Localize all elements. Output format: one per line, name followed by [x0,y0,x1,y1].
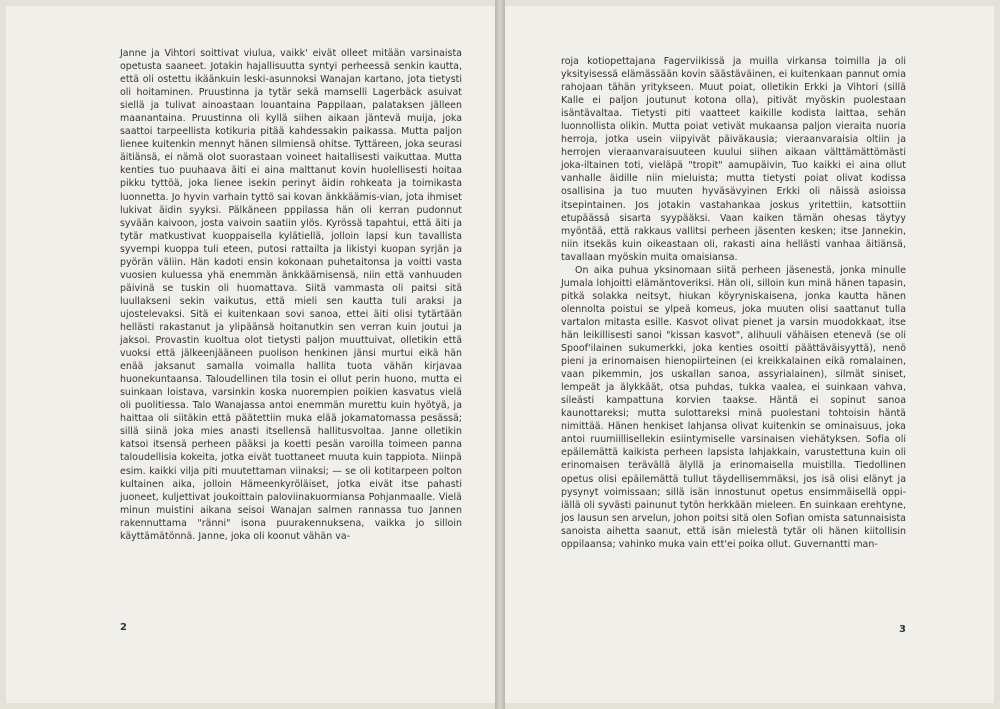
paragraph: On aika puhua yksinomaan siitä perheen jäsenestä, jonka minulle Jumala lohjoitti elämäntoveriksi. Hän oli, silloin kun minä hänen tapasin, pitkä solakka neitsyt, hiukan köyryniskaisena, jonka kautta hänen olennolta poistui se ylpeä komeus, joka muuten olisi saattanut tulla vartalon mitasta esille. Kasvot olivat pienet ja varsin muodokkaat, itse hän leikillisesti sanoi "kissan kasvot", alihuuli vähäisen etenevä (se oli Spoof'ilainen sukumerkki, joka kenties osoitti päättäväisyyttä), nenö pieni ja erinomaisen hienopiirteinen (ei kreikkalainen eikä romalainen, vaan pikemmin, jos uskallan sanoa, assyrialainen), silmät siniset, lempeät ja älykkäät, otsa puhdas, tukka vaalea, ei suinkaan vahva, sileästi kampattuna korvien taakse. Häntä ei sopinut sanoa kaunottareksi; mutta sulottareksi minä puolestani tohtoisin häntä nimittää. Hänen henkiset lahjansa olivat kuitenkin se ominaisuus, joka antoi ruumiillisellekin esiintymiselle varsinaisen viehätyksen. Sofia oli epäilemättä kaikista perheen lapsista lahjakkain, varustettuna kuin oli erinomaisen terävällä älyllä ja erinomaisella muistilla. Tiedollinen opetus olisi epäilemättä tullut täydellisemmäksi, jos isä olisi elänyt ja pysynyt voimissaan; sillä isän innostunut opetus ensimmäisellä oppi-iällä oli syvästi painunut tytön herkkään mieleen. En suinkaan erehtyne, jos lausun sen arvelun, johon poitsi sitä olen Sofian omista satunnaisista sanoista aihetta saanut, että isän mielestä tytär oli hänen kiitollisin oppilaansa; vahinko muka vain ett'ei poika ollut. Guvernantti man- [561,264,906,550]
right-page [505,6,994,703]
page-number: 2 [120,622,127,633]
right-page-text [561,55,906,551]
left-page-text [120,47,462,543]
book-gutter [495,0,505,709]
left-page [6,6,495,703]
paragraph: Janne ja Vihtori soittivat viulua, vaikk' eivät olleet mitään varsinaista opetusta saaneet. Jotakin hajallisuutta syntyi perheessä senkin kautta, että oli ostettu ikäänkuin leski-asunnoksi Wanajan kartano, jota tietysti oli hoitaminen. Pruustinna ja tytär sekä mamselli Lagerbäck asuivat siellä ja tulivat ainoastaan louantaina Pappilaan, palataksen jälleen maanantaina. Pruustinna oli kyllä siihen aikaan jäntevä muija, joka saattoi tarpeellista kotikuria pitää kahdessakin paikassa. Mutta paljon lienee kuitenkin mennyt hänen silmiensä ohitse. Tyttäreen, joka seurasi äitiänsä, ei nämä olot suorastaan voineet haitallisesti vaikuttaa. Mutta kenties tuo puuhaava äiti ei aina malttanut kovin huolellisesti hoitaa pikku tyttöä, joka lienee isekin perinyt äidin rohkeata ja toimikasta luonnetta. Jo hyvin varhain tyttö sai kovan änkkäämis-vian, jota ihmiset lukivat äidin syyksi. Pälkäneen pppilassa hän oli kerran pudonnut syvään kaivoon, josta vaivoin saatiin ylös. Kyrössä tapahtui, että äiti ja tytär matkustivat kuoppaisella kylätiellä, jolloin lapsi kun tavallista syvempi kuoppa tuli eteen, putosi rattailta ja likistyi kuopan syrjän ja pyörän väliin. Hän kadoti ensin kokonaan puhetaitonsa ja voitti vasta vuosien kuluessa yhä enemmän änkkäämisensä, niin että vanhuuden päivinä se tuskin oli huomattava. Siitä vammasta oli paitsi sitä luullakseni sekin vaikutus, että mieli sen kautta tuli araksi ja ujostelevaksi. Sitä ei kuitenkaan sovi sanoa, ettei äiti olisi tytärtään hellästi rakastanut ja ylipäänsä hoitanutkin sen verran kuin joutui ja jaksoi. Provastin kuoltua olot tietysti paljon muuttuivat, olletikin että vuoksi että jälkeenjääneen puolison henkinen jänsi murtui eikä hän enää jaksanut samalla voimalla hallita tuota vähän kirjavaa huonekuntaansa. Taloudellinen tila tosin ei ollut perin huono, mutta ei suinkaan loistava, varsinkin koska nuorempien poikien kasvatus vielä oli puolitiessa. Talo Wanajassa antoi enemmän murettu kuin hyötyä, ja haittaa oli siitäkin että päätettiin muka elää jokamatomassa pesässä; sillä siinä joka mies anasti itsellensä hallitusvoltaa. Janne olletikin katsoi itsensä perheen pääksi ja koetti pesän varoilla toimeen panna taloudellisia kokeita, jotka eivät tuottaneet muuta kuin tappiota. Niinpä esim. kaikki vilja piti muutettaman viinaksi; — se oli kotitarpeen polton kultainen aika, jolloin Hämeenkyröläiset, jotka eivät itse pahasti juoneet, kuljettivat joukoittain paloviinakuormiansa Pohjanmaalle. Vielä minun muistini aikana seisoi Wanajan salmen rannassa tuo Jannen rakennuttama "ränni" isona puurakennuksena, vaikka jo silloin käyttämätönnä. Janne, joka oli koonut vähän va- [120,48,462,542]
page-number: 3 [899,624,906,635]
paragraph: roja kotiopettajana Fagerviikissä ja muilla virkansa toimilla ja oli yksityisessä elämässään kovin säästäväinen, ei kuitenkaan pannut omia rahojaan tähän yritykseen. Muut poiat, olletikin Erkki ja Vihtori (sillä Kalle ei paljon joutunut kotona olla), pitivät myöskin puolestaan isäntävaltaa. Tietysti piti vaatteet kaikille kodista laittaa, sehän luonnollista olikin. Mutta poiat vetivät mukaansa paljon vieraita nuoria herroja, jotka usein viipyivät päiväkausia; vieraanvaraisia oltiin ja herrojen vieraanvaraisuuteen kuului siihen aikaan välttämättömästi joka-iltainen toti, vieläpä "tropit" aamupäivin, Tuo kaikki ei aina ollut vanhalle äidille niin mieluista; mutta tietysti poiat olivat kodissa osallisina ja tuo muuten hyväsävyinen Erkki oli näissä asioissa itsepintainen. Jos jotakin vastahankaa joskus yritettiin, katsottiin etupäässä sisarta syypääksi. Vaan kaiken tämän ohesas täytyy myöntää, että rakkaus vallitsi perheen jäsenten kesken; itse Jannekin, niin itsekäs kuin oikeastaan oli, rakasti aina hellästi vanhaa äitiänsä, tavallaan myöskin muita omaisiansa. [561,56,906,263]
